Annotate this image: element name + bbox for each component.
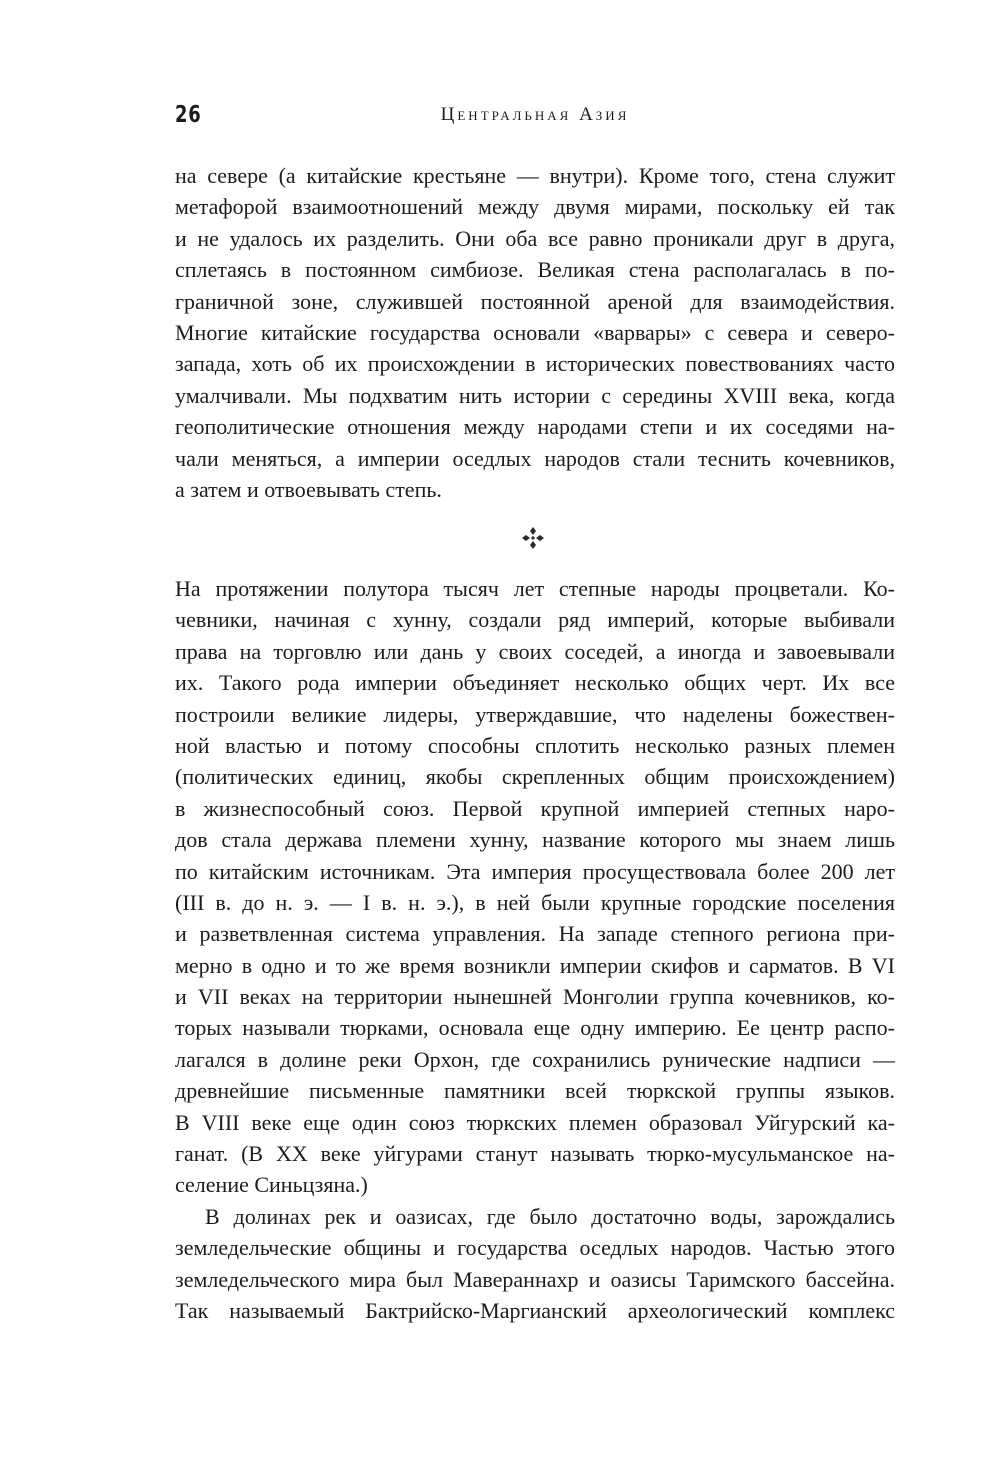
text-line: а затем и отвоевывать степь.	[175, 476, 442, 502]
text-line: на севере (а китайские крестьяне — внутри). Кроме того, стена служит	[175, 163, 895, 188]
text-line: сплетаясь в постоянном симбиозе. Великая стена располагалась в по-	[175, 257, 895, 283]
text-line: чали меняться, а империи оседлых народов стали теснить кочевников,	[175, 445, 895, 471]
text-line: дов стала держава племени хунну, название которого мы знаем лишь	[175, 827, 895, 853]
text-line: граничной зоне, служившей постоянной ареной для взаимодействия.	[175, 288, 895, 314]
text-line: В долинах рек и оазисах, где было достаточно воды, зарождались	[205, 1203, 895, 1229]
text-line: лагался в долине реки Орхон, где сохранились рунические надписи —	[175, 1046, 895, 1072]
paragraph-continuation	[175, 160, 895, 505]
text-line: земледельческие общины и государства оседлых народов. Частью этого	[175, 1235, 895, 1261]
text-line: чевники, начиная с хунну, создали ряд империй, которые выбивали	[175, 607, 895, 633]
text-line: и разветвленная система управления. На западе степного региона при-	[175, 921, 895, 947]
fleuron-ornament-icon	[520, 525, 546, 551]
text-line: права на торговлю или дань у своих соседей, а иногда и завоевывали	[175, 638, 895, 664]
text-line: древнейшие письменные памятники всей тюркской группы языков.	[175, 1078, 895, 1104]
page-number: 26	[175, 102, 202, 128]
text-line: умалчивали. Мы подхватим нить истории с середины XVIII века, когда	[175, 382, 895, 408]
text-line: по китайским источникам. Эта империя просуществовала более 200 лет	[175, 858, 895, 884]
text-line: в жизнеспособный союз. Первой крупной империей степных наро-	[175, 795, 895, 821]
text-line: Многие китайские государства основали «варвары» с севера и северо-	[175, 319, 895, 345]
text-line: торых называли тюрками, основала еще одну империю. Ее центр распо-	[175, 1015, 895, 1041]
text-line: земледельческого мира был Мавераннахр и оазисы Таримского бассейна.	[175, 1266, 895, 1292]
text-line: ганат. (В XX веке уйгурами станут называть тюрко-мусульманское на-	[175, 1141, 895, 1167]
text-line: ной властью и потому способны сплотить несколько разных племен	[175, 732, 895, 758]
text-line: (политических единиц, якобы скрепленных общим происхождением)	[175, 764, 895, 790]
text-line: их. Такого рода империи объединяет несколько общих черт. Их все	[175, 670, 895, 696]
text-line: метафорой взаимоотношений между двумя мирами, поскольку ей так	[175, 194, 895, 220]
text-line: и не удалось их разделить. Они оба все равно проникали друг в друга,	[175, 225, 895, 251]
running-head: Центральная Азия	[440, 104, 630, 125]
text-line: построили великие лидеры, утверждавшие, что наделены божествен-	[175, 701, 895, 727]
text-line: запада, хоть об их происхождении в исторических повествованиях часто	[175, 351, 895, 377]
text-line: В VIII веке еще один союз тюркских племен образовал Уйгурский ка-	[175, 1109, 895, 1135]
text-line: геополитические отношения между народами степи и их соседями на-	[175, 414, 895, 440]
text-line: (III в. до н. э. — I в. н. э.), в ней были крупные городские поселения	[175, 889, 895, 915]
text-line: и VII веках на территории нынешней Монголии группа кочевников, ко-	[175, 984, 895, 1010]
text-line: селение Синьцзяна.)	[175, 1172, 368, 1198]
section-text	[175, 573, 895, 1326]
text-line: мерно в одно и то же время возникли империи скифов и сарматов. В VI	[175, 952, 895, 978]
text-line: На протяжении полутора тысяч лет степные народы процветали. Ко-	[175, 576, 895, 601]
text-line: Так называемый Бактрийско-Маргианский археологический комплекс	[175, 1297, 895, 1323]
